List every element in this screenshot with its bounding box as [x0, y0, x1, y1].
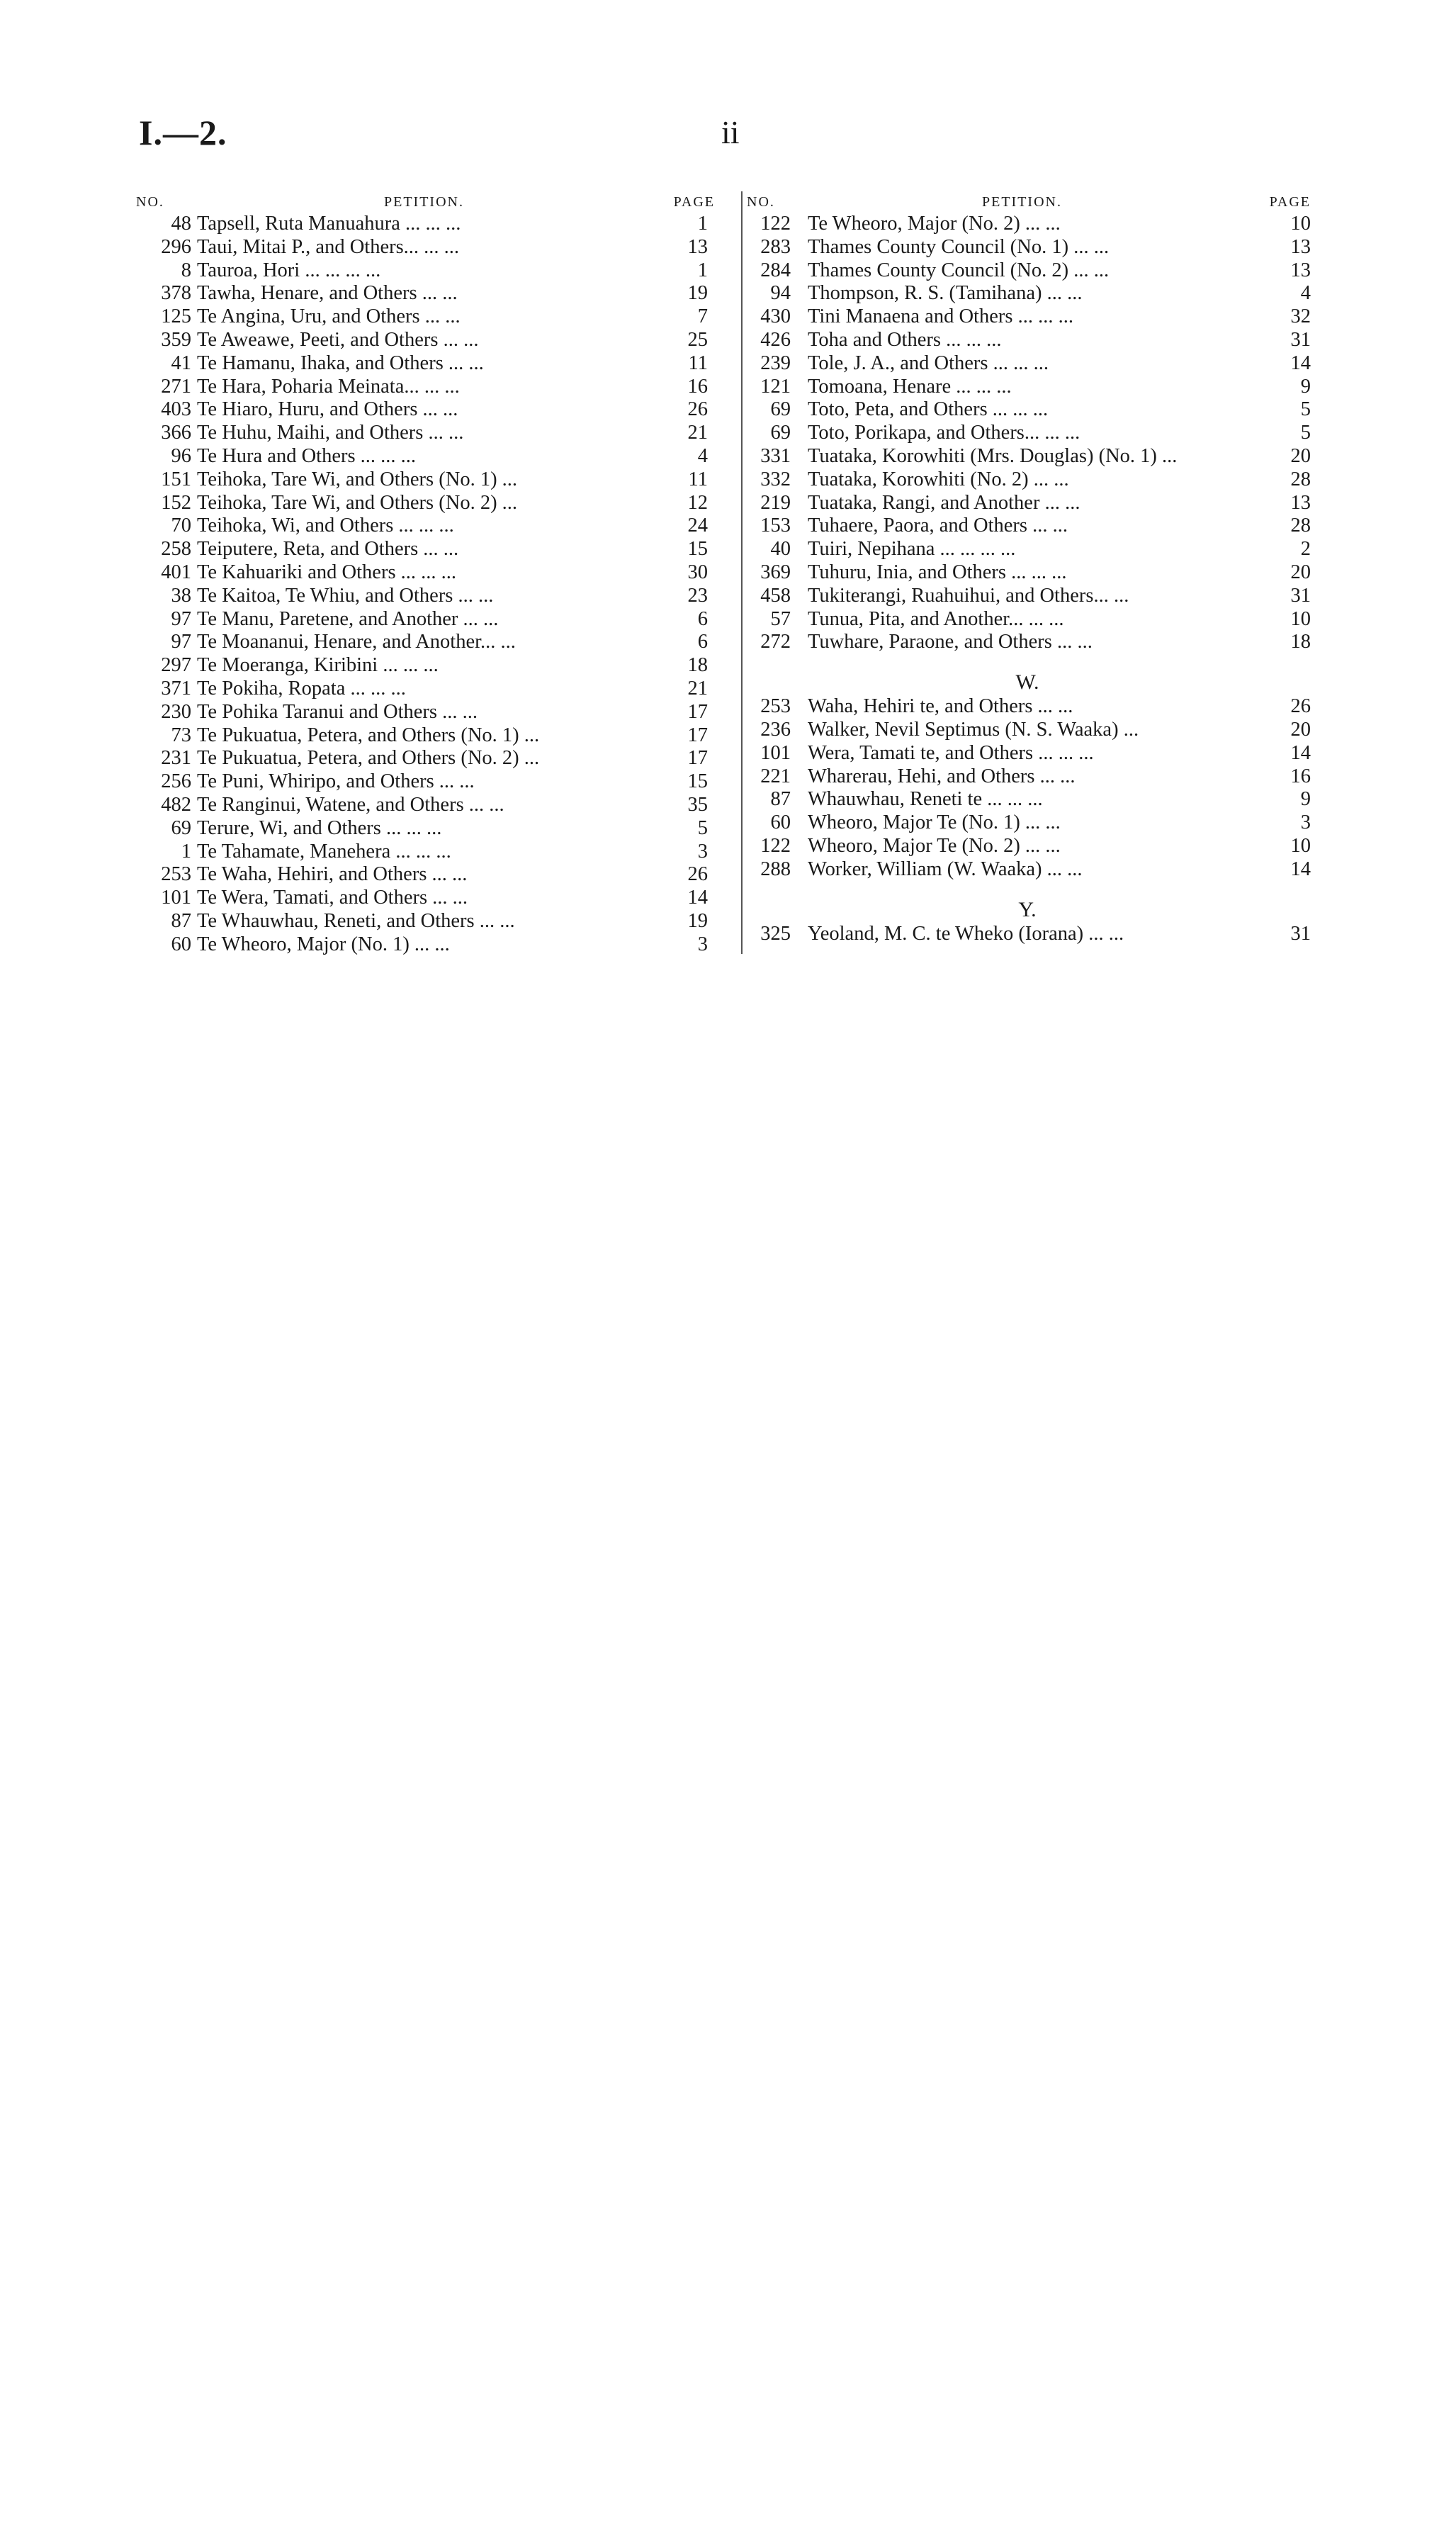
page-reference: 11 — [688, 352, 708, 374]
table-row — [744, 923, 1311, 946]
petitioner-name: Te Wera, Tamati, and Others ... ... — [197, 887, 468, 909]
page-reference: 20 — [1290, 561, 1311, 583]
table-row — [744, 282, 1311, 305]
page-reference: 4 — [1300, 282, 1311, 305]
left-column-header — [135, 190, 740, 213]
document-code: I.—2. — [139, 113, 227, 152]
petitioner-name: Terure, Wi, and Others ... ... ... — [197, 816, 442, 839]
table-row — [744, 329, 1311, 352]
petition-number: 297 — [161, 654, 191, 677]
table-row — [135, 561, 740, 585]
petitioner-name: Wheoro, Major Te (No. 2) ... ... — [808, 834, 1061, 857]
page-reference: 14 — [1290, 741, 1311, 764]
petitioner-name: Wera, Tamati te, and Others ... ... ... — [808, 741, 1094, 764]
petitioner-name: Teiputere, Reta, and Others ... ... — [197, 538, 459, 561]
table-row — [135, 538, 740, 561]
table-row — [744, 858, 1311, 882]
page-number: ii — [721, 114, 740, 150]
table-row — [135, 236, 740, 259]
page-reference: 10 — [1290, 607, 1311, 630]
no-header: NO. — [747, 194, 775, 210]
petitioner-name: Te Wheoro, Major (No. 1) ... ... — [197, 933, 450, 955]
page-reference: 13 — [1290, 259, 1311, 281]
page-reference: 20 — [1290, 718, 1311, 741]
table-row — [744, 631, 1311, 654]
petitioner-name: Taui, Mitai P., and Others... ... ... — [197, 235, 460, 258]
page-reference: 18 — [687, 654, 708, 677]
petitioner-name: Wharerau, Hehi, and Others ... ... — [808, 765, 1076, 787]
page-reference: 19 — [687, 909, 708, 932]
table-row — [744, 538, 1311, 561]
petition-number: 253 — [760, 695, 791, 718]
page-reference: 6 — [697, 607, 708, 630]
petitioner-name: Te Moeranga, Kiribini ... ... ... — [197, 654, 439, 677]
petitioner-name: Toha and Others ... ... ... — [808, 328, 1002, 351]
page-reference: 31 — [1290, 922, 1311, 945]
petition-number: 57 — [770, 607, 791, 630]
petition-number: 73 — [171, 724, 191, 746]
page-reference: 16 — [687, 375, 708, 398]
petition-number: 401 — [161, 561, 191, 583]
page-reference: 26 — [687, 863, 708, 886]
table-row — [135, 724, 740, 748]
petition-number: 253 — [161, 863, 191, 886]
right-entry-list-y — [744, 923, 1311, 946]
petitioner-name: Teihoka, Tare Wi, and Others (No. 2) ... — [197, 491, 518, 514]
petitioner-name: Tomoana, Henare ... ... ... — [808, 375, 1012, 398]
table-row — [135, 631, 740, 654]
petitioner-name: Te Kaitoa, Te Whiu, and Others ... ... — [197, 584, 494, 607]
petition-number: 96 — [171, 444, 191, 467]
table-row — [744, 422, 1311, 445]
page-reference: 17 — [687, 747, 708, 770]
page-reference: 4 — [697, 444, 708, 467]
table-row — [744, 445, 1311, 468]
table-row — [135, 863, 740, 887]
table-row — [744, 305, 1311, 329]
table-row — [135, 398, 740, 422]
petitioner-name: Te Ranginui, Watene, and Others ... ... — [197, 793, 504, 816]
petition-number: 258 — [161, 538, 191, 561]
petitioner-name: Te Manu, Paretene, and Another ... ... — [197, 607, 499, 630]
table-row — [135, 329, 740, 352]
page-reference: 13 — [1290, 235, 1311, 258]
petitioner-name: Tole, J. A., and Others ... ... ... — [808, 352, 1049, 374]
petition-number: 48 — [171, 213, 191, 235]
petitioner-name: Teihoka, Wi, and Others ... ... ... — [197, 515, 454, 537]
right-entry-list-t — [744, 213, 1311, 654]
section-heading-y: Y. — [1018, 897, 1037, 921]
table-row — [744, 608, 1311, 631]
petition-header: PETITION. — [384, 194, 464, 210]
page-reference: 3 — [697, 933, 708, 955]
petitioner-name: Tunua, Pita, and Another... ... ... — [808, 607, 1064, 630]
petition-number: 94 — [770, 282, 791, 305]
page-reference: 30 — [687, 561, 708, 583]
page-reference: 1 — [697, 213, 708, 235]
petitioner-name: Te Moananui, Henare, and Another... ... — [197, 631, 516, 653]
table-row — [744, 468, 1311, 492]
petitioner-name: Te Tahamate, Manehera ... ... ... — [197, 840, 451, 863]
petition-number: 87 — [770, 788, 791, 811]
page-reference: 15 — [687, 538, 708, 561]
petition-number: 101 — [760, 741, 791, 764]
petitioner-name: Te Puni, Whiripo, and Others ... ... — [197, 770, 475, 793]
table-row — [135, 910, 740, 933]
table-row — [135, 305, 740, 329]
right-column-header — [744, 190, 1311, 213]
petition-number: 101 — [161, 887, 191, 909]
page-reference: 6 — [697, 631, 708, 653]
petition-number: 1 — [181, 840, 191, 863]
petition-number: 378 — [161, 282, 191, 305]
petitioner-name: Toto, Peta, and Others ... ... ... — [808, 398, 1049, 421]
petition-number: 283 — [760, 235, 791, 258]
table-row — [135, 213, 740, 236]
page-reference: 35 — [687, 793, 708, 816]
table-row — [744, 561, 1311, 585]
table-row — [135, 817, 740, 841]
petition-number: 296 — [161, 235, 191, 258]
page-reference: 7 — [697, 305, 708, 328]
petition-number: 219 — [760, 491, 791, 514]
petition-number: 239 — [760, 352, 791, 374]
table-row — [744, 811, 1311, 835]
petitioner-name: Te Pukuatua, Petera, and Others (No. 1) ... — [197, 724, 540, 746]
table-row — [135, 654, 740, 678]
table-row — [744, 236, 1311, 259]
petitioner-name: Tuataka, Korowhiti (No. 2) ... ... — [808, 468, 1069, 490]
table-row — [744, 259, 1311, 283]
petitioner-name: Te Pokiha, Ropata ... ... ... — [197, 677, 406, 700]
petition-number: 236 — [760, 718, 791, 741]
petitioner-name: Te Angina, Uru, and Others ... ... — [197, 305, 461, 328]
petition-number: 366 — [161, 422, 191, 444]
petitioner-name: Tauroa, Hori ... ... ... ... — [197, 259, 381, 281]
petitioner-name: Te Hura and Others ... ... ... — [197, 444, 417, 467]
petition-number: 69 — [770, 398, 791, 421]
page-header: PAGE — [673, 194, 715, 210]
petitioner-name: Te Huhu, Maihi, and Others ... ... — [197, 422, 464, 444]
petitioner-name: Tawha, Henare, and Others ... ... — [197, 282, 458, 305]
page-header: PAGE — [1269, 194, 1311, 210]
page-reference: 11 — [688, 468, 708, 490]
page-reference: 17 — [687, 724, 708, 746]
table-row — [135, 701, 740, 724]
page-reference: 21 — [687, 677, 708, 700]
table-row — [135, 794, 740, 817]
petition-number: 60 — [171, 933, 191, 955]
page-reference: 18 — [1290, 631, 1311, 653]
table-row — [135, 933, 740, 957]
petitioner-name: Tuhaere, Paora, and Others ... ... — [808, 515, 1068, 537]
petitioner-name: Tuhuru, Inia, and Others ... ... ... — [808, 561, 1067, 583]
table-row — [744, 765, 1311, 789]
page-reference: 20 — [1290, 444, 1311, 467]
petitioner-name: Tuataka, Rangi, and Another ... ... — [808, 491, 1080, 514]
petition-number: 369 — [760, 561, 791, 583]
page-reference: 25 — [687, 328, 708, 351]
page-reference: 15 — [687, 770, 708, 793]
table-row — [744, 719, 1311, 742]
page-reference: 5 — [1300, 398, 1311, 421]
petition-number: 288 — [760, 858, 791, 880]
page-reference: 17 — [687, 700, 708, 723]
table-row — [744, 515, 1311, 538]
petition-number: 325 — [760, 922, 791, 945]
table-row — [135, 468, 740, 492]
petitioner-name: Walker, Nevil Septimus (N. S. Waaka) ... — [808, 718, 1139, 741]
petitioner-name: Tukiterangi, Ruahuihui, and Others... ... — [808, 584, 1129, 607]
page-reference: 3 — [697, 840, 708, 863]
page-reference: 28 — [1290, 515, 1311, 537]
petition-header: PETITION. — [982, 194, 1062, 210]
table-row — [135, 747, 740, 770]
petitioner-name: Te Pukuatua, Petera, and Others (No. 2) ... — [197, 747, 540, 770]
petition-number: 231 — [161, 747, 191, 770]
petitioner-name: Whauwhau, Reneti te ... ... ... — [808, 788, 1043, 811]
page-reference: 1 — [697, 259, 708, 281]
page-reference: 3 — [1300, 811, 1311, 834]
page-reference: 28 — [1290, 468, 1311, 490]
petitioner-name: Te Hiaro, Huru, and Others ... ... — [197, 398, 458, 421]
petition-number: 122 — [760, 213, 791, 235]
table-row — [744, 376, 1311, 399]
table-row — [744, 742, 1311, 765]
petition-number: 121 — [760, 375, 791, 398]
left-column — [135, 190, 740, 957]
table-row — [744, 835, 1311, 858]
page-reference: 12 — [687, 491, 708, 514]
table-row — [744, 352, 1311, 376]
page-reference: 2 — [1300, 538, 1311, 561]
petitioner-name: Tini Manaena and Others ... ... ... — [808, 305, 1073, 328]
table-row — [744, 695, 1311, 719]
petition-number: 87 — [171, 909, 191, 932]
petitioner-name: Teihoka, Tare Wi, and Others (No. 1) ... — [197, 468, 518, 490]
petition-number: 8 — [181, 259, 191, 281]
page-reference: 32 — [1290, 305, 1311, 328]
table-row — [135, 841, 740, 864]
petitioner-name: Wheoro, Major Te (No. 1) ... ... — [808, 811, 1061, 834]
page-reference: 14 — [687, 887, 708, 909]
petition-number: 69 — [770, 422, 791, 444]
table-row — [135, 608, 740, 631]
page-reference: 31 — [1290, 328, 1311, 351]
petitioner-name: Te Whauwhau, Reneti, and Others ... ... — [197, 909, 515, 932]
petition-number: 458 — [760, 584, 791, 607]
petitioner-name: Toto, Porikapa, and Others... ... ... — [808, 422, 1080, 444]
page-reference: 21 — [687, 422, 708, 444]
table-row — [135, 352, 740, 376]
petitioner-name: Te Kahuariki and Others ... ... ... — [197, 561, 457, 583]
section-heading-w: W. — [1015, 670, 1039, 695]
petition-number: 152 — [161, 491, 191, 514]
right-entry-list-w — [744, 695, 1311, 881]
petition-number: 122 — [760, 834, 791, 857]
petitioner-name: Yeoland, M. C. te Wheko (Iorana) ... ... — [808, 922, 1124, 945]
petition-number: 284 — [760, 259, 791, 281]
page-reference: 9 — [1300, 375, 1311, 398]
table-row — [135, 585, 740, 608]
table-row — [135, 259, 740, 283]
petition-number: 97 — [171, 631, 191, 653]
column-divider — [741, 191, 743, 954]
table-row — [135, 282, 740, 305]
left-entry-list — [135, 213, 740, 957]
no-header: NO. — [136, 194, 164, 210]
table-row — [135, 376, 740, 399]
page-reference: 10 — [1290, 834, 1311, 857]
petition-number: 60 — [770, 811, 791, 834]
petition-number: 153 — [760, 515, 791, 537]
petition-number: 41 — [171, 352, 191, 374]
table-row — [744, 213, 1311, 236]
petition-number: 256 — [161, 770, 191, 793]
right-column — [744, 190, 1311, 945]
page-reference: 19 — [687, 282, 708, 305]
table-row — [135, 422, 740, 445]
page-reference: 9 — [1300, 788, 1311, 811]
table-row — [135, 515, 740, 538]
table-row — [744, 585, 1311, 608]
table-row — [135, 678, 740, 701]
page-reference: 5 — [1300, 422, 1311, 444]
petition-number: 151 — [161, 468, 191, 490]
page-reference: 14 — [1290, 352, 1311, 374]
table-row — [135, 770, 740, 794]
petition-number: 430 — [760, 305, 791, 328]
petitioner-name: Te Wheoro, Major (No. 2) ... ... — [808, 213, 1061, 235]
petitioner-name: Tapsell, Ruta Manuahura ... ... ... — [197, 213, 461, 235]
petitioner-name: Worker, William (W. Waaka) ... ... — [808, 858, 1083, 880]
petitioner-name: Te Hamanu, Ihaka, and Others ... ... — [197, 352, 484, 374]
page-reference: 14 — [1290, 858, 1311, 880]
page-reference: 10 — [1290, 213, 1311, 235]
petition-number: 332 — [760, 468, 791, 490]
page-reference: 13 — [687, 235, 708, 258]
petition-number: 38 — [171, 584, 191, 607]
page-reference: 16 — [1290, 765, 1311, 787]
petitioner-name: Thames County Council (No. 1) ... ... — [808, 235, 1110, 258]
petition-number: 359 — [161, 328, 191, 351]
petition-number: 97 — [171, 607, 191, 630]
page-reference: 26 — [687, 398, 708, 421]
page-reference: 24 — [687, 515, 708, 537]
table-row — [135, 492, 740, 515]
page-reference: 26 — [1290, 695, 1311, 718]
petition-number: 482 — [161, 793, 191, 816]
petitioner-name: Te Hara, Poharia Meinata... ... ... — [197, 375, 460, 398]
table-row — [744, 492, 1311, 515]
petition-number: 403 — [161, 398, 191, 421]
petition-number: 40 — [770, 538, 791, 561]
table-row — [135, 445, 740, 468]
petition-number: 331 — [760, 444, 791, 467]
petitioner-name: Te Waha, Hehiri, and Others ... ... — [197, 863, 468, 886]
petition-number: 230 — [161, 700, 191, 723]
petitioner-name: Te Aweawe, Peeti, and Others ... ... — [197, 328, 479, 351]
petition-number: 70 — [171, 515, 191, 537]
petitioner-name: Thames County Council (No. 2) ... ... — [808, 259, 1110, 281]
page-reference: 13 — [1290, 491, 1311, 514]
petition-number: 371 — [161, 677, 191, 700]
petition-number: 69 — [171, 816, 191, 839]
table-row — [744, 398, 1311, 422]
page-reference: 5 — [697, 816, 708, 839]
petition-number: 221 — [760, 765, 791, 787]
petitioner-name: Te Pohika Taranui and Others ... ... — [197, 700, 478, 723]
petitioner-name: Tuwhare, Paraone, and Others ... ... — [808, 631, 1093, 653]
page-reference: 23 — [687, 584, 708, 607]
page-reference: 31 — [1290, 584, 1311, 607]
petition-number: 426 — [760, 328, 791, 351]
petitioner-name: Tuiri, Nepihana ... ... ... ... — [808, 538, 1016, 561]
petitioner-name: Waha, Hehiri te, and Others ... ... — [808, 695, 1073, 718]
petitioner-name: Tuataka, Korowhiti (Mrs. Douglas) (No. 1) ... — [808, 444, 1178, 467]
petition-number: 125 — [161, 305, 191, 328]
table-row — [744, 788, 1311, 811]
petition-number: 272 — [760, 631, 791, 653]
petition-number: 271 — [161, 375, 191, 398]
table-row — [135, 887, 740, 910]
petitioner-name: Thompson, R. S. (Tamihana) ... ... — [808, 282, 1083, 305]
